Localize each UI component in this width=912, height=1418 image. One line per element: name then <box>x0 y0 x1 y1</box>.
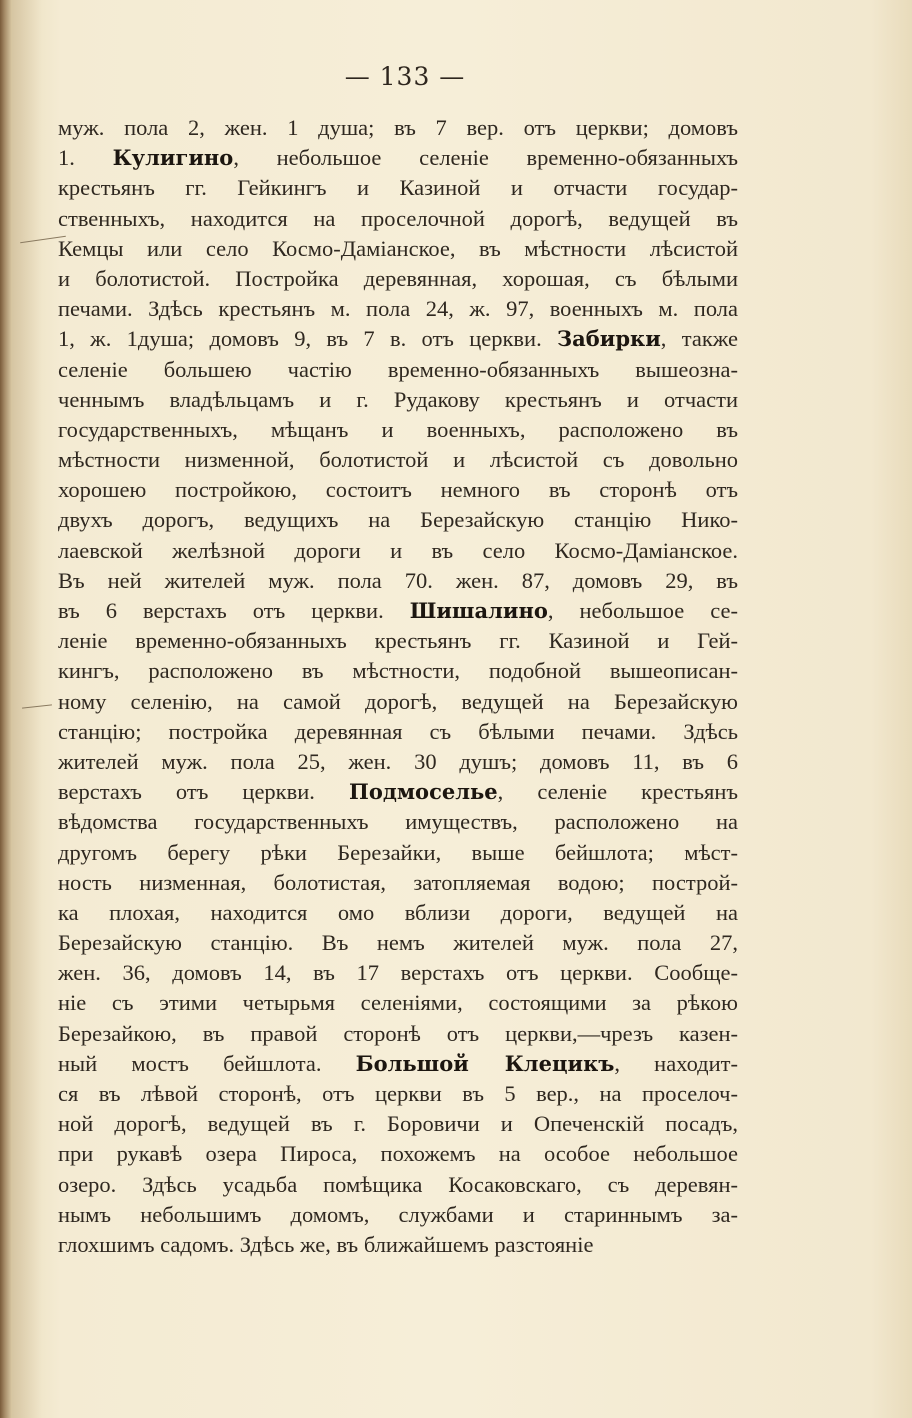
text-segment: при рукавѣ озера Пироса, похожемъ на особое небольшое <box>58 1141 738 1167</box>
text-segment: Кемцы или село Космо-Даміанское, въ мѣстности лѣсистой <box>58 235 738 261</box>
book-spine-edge <box>0 0 12 1418</box>
text-segment: кингъ, расположено въ мѣстности, подобной вышеописан- <box>58 658 738 684</box>
text-segment: ственныхъ, находится на проселочной дорогѣ, ведущей въ <box>58 205 738 231</box>
text-segment: станцію; постройка деревянная съ бѣлыми печами. Здѣсь <box>58 718 738 744</box>
text-line <box>58 415 738 445</box>
text-segment: ный мостъ бейшлота. <box>58 1050 356 1076</box>
text-line <box>58 1109 738 1139</box>
text-line <box>58 656 738 686</box>
text-segment: ся въ лѣвой сторонѣ, отъ церкви въ 5 вер., на проселоч- <box>58 1081 738 1106</box>
text-segment: , также <box>660 326 738 352</box>
text-segment: лаевской желѣзной дороги и въ село Космо-Даміанское. <box>58 537 738 563</box>
text-line <box>58 1230 738 1260</box>
text-segment: леніе временно-обязанныхъ крестьянъ гг. Казиной и Гей- <box>58 628 738 654</box>
text-line <box>58 1049 738 1079</box>
place-name: Шишалино <box>409 598 548 623</box>
text-segment: 1. <box>58 145 113 171</box>
text-segment: другомъ берегу рѣки Березайки, выше бейшлота; мѣст- <box>58 839 738 865</box>
text-segment: Въ ней жителей муж. пола 70. жен. 87, домовъ 29, въ <box>58 567 738 593</box>
text-line <box>58 1170 738 1200</box>
text-line <box>58 868 738 898</box>
text-segment: жителей муж. пола 25, жен. 30 душъ; домовъ 11, въ 6 <box>58 748 738 774</box>
text-line <box>58 1079 738 1109</box>
text-segment: озеро. Здѣсь усадьба помѣщика Косаковскаго, съ деревян- <box>58 1171 738 1197</box>
text-segment: муж. пола 2, жен. 1 душа; въ 7 вер. отъ церкви; домовъ <box>58 115 738 140</box>
text-segment: вѣдомства государственныхъ имуществъ, расположено на <box>58 809 738 835</box>
text-line <box>58 173 738 203</box>
text-segment: жен. 36, домовъ 14, въ 17 верстахъ отъ церкви. Сообще- <box>58 960 738 986</box>
text-segment: , селеніе крестьянъ <box>497 779 738 805</box>
text-segment: двухъ дорогъ, ведущихъ на Березайскую станцію Нико- <box>58 507 738 533</box>
text-line <box>58 838 738 868</box>
text-segment: и болотистой. Постройка деревянная, хорошая, съ бѣлыми <box>58 265 738 291</box>
text-segment: , находит- <box>614 1050 738 1076</box>
text-segment: ность низменная, болотистая, затопляемая водою; построй- <box>58 869 738 895</box>
place-name: Подмоселье <box>348 779 498 805</box>
text-line <box>58 204 738 234</box>
text-line <box>58 1019 738 1049</box>
text-segment: мѣстности низменной, болотистой и лѣсистой съ довольно <box>58 447 738 473</box>
text-line <box>58 505 738 535</box>
text-line <box>58 777 738 807</box>
text-segment: Березайкою, въ правой сторонѣ отъ церкви,—чрезъ казен- <box>58 1020 738 1046</box>
gutter-shadow <box>12 0 42 1418</box>
text-line <box>58 264 738 294</box>
text-segment: Березайскую станцію. Въ немъ жителей муж. пола 27, <box>58 930 738 956</box>
text-line <box>58 234 738 264</box>
text-line <box>58 958 738 988</box>
text-segment: , небольшое селеніе временно-обязанныхъ <box>233 145 738 171</box>
text-segment: государственныхъ, мѣщанъ и военныхъ, расположено въ <box>58 416 738 442</box>
text-line <box>58 566 738 596</box>
text-line <box>58 1200 738 1230</box>
text-segment: ка плохая, находится омо вблизи дороги, ведущей на <box>58 899 738 925</box>
text-segment: ченнымъ владѣльцамъ и г. Рудакову крестьянъ и отчасти <box>58 386 738 412</box>
place-name: Кулигино <box>112 145 234 171</box>
text-segment: нымъ небольшимъ домомъ, службами и стариннымъ за- <box>58 1201 738 1227</box>
text-line <box>58 898 738 928</box>
text-line <box>58 355 738 385</box>
text-line <box>58 143 738 173</box>
text-line <box>58 747 738 777</box>
text-segment: хорошею постройкою, состоитъ немного въ сторонѣ отъ <box>58 477 738 503</box>
text-line <box>58 445 738 475</box>
text-line <box>58 385 738 415</box>
text-segment: печами. Здѣсь крестьянъ м. пола 24, ж. 97, военныхъ м. пола <box>58 296 738 322</box>
text-line <box>58 113 738 143</box>
place-name: Забирки <box>557 326 661 352</box>
page-number: — 133 — <box>344 62 466 91</box>
body-text <box>58 113 738 1260</box>
text-segment: 1, ж. 1душа; домовъ 9, въ 7 в. отъ церкви. <box>58 326 558 352</box>
text-segment: верстахъ отъ церкви. <box>58 779 349 805</box>
text-segment: въ 6 верстахъ отъ церкви. <box>58 598 410 623</box>
text-line <box>58 687 738 717</box>
text-line <box>58 1139 738 1169</box>
text-segment: ной дорогѣ, ведущей въ г. Боровичи и Опеченскій посадъ, <box>58 1111 738 1137</box>
text-line <box>58 807 738 837</box>
text-line <box>58 536 738 566</box>
place-name: Большой Клецикъ <box>355 1050 615 1076</box>
text-segment: ному селенію, на самой дорогѣ, ведущей на Березайскую <box>58 688 738 714</box>
text-segment: селеніе большею частію временно-обязанныхъ вышеозна- <box>58 356 738 382</box>
text-segment: ніе съ этими четырьмя селеніями, состоящими за рѣкою <box>58 990 738 1016</box>
text-line <box>58 596 738 626</box>
text-segment: , небольшое се- <box>547 598 738 623</box>
text-line <box>58 988 738 1018</box>
text-line <box>58 717 738 747</box>
text-segment: глохшимъ садомъ. Здѣсь же, въ ближайшемъ разстояніе <box>58 1231 594 1257</box>
text-line <box>58 626 738 656</box>
text-line <box>58 324 738 354</box>
text-line <box>58 928 738 958</box>
text-line <box>58 294 738 324</box>
text-segment: крестьянъ гг. Гейкингъ и Казиной и отчасти государ- <box>58 175 738 201</box>
text-line <box>58 475 738 505</box>
